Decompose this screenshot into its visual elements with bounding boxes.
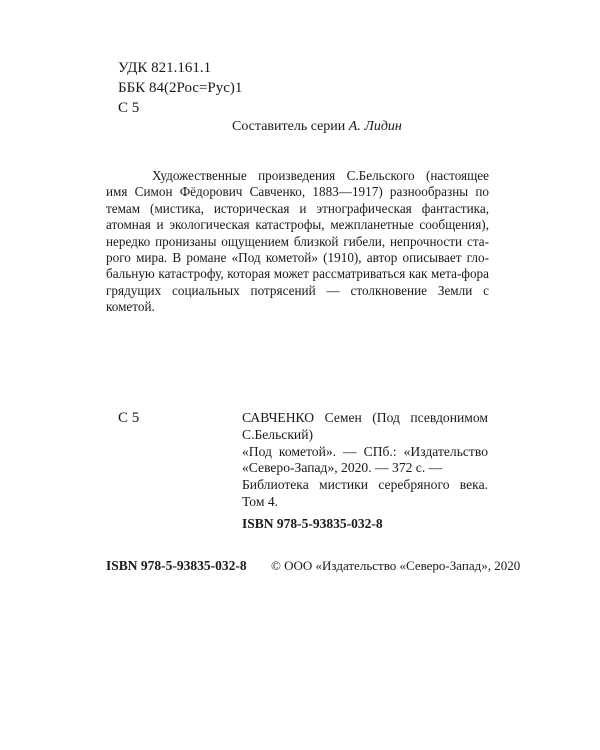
isbn-record: ISBN 978-5-93835-032-8 [242, 516, 383, 531]
annotation-line: нередко пронизаны ощущением близкой гибели, непрочности ста- [106, 233, 489, 249]
bibliographic-author-mark: С 5 [118, 410, 140, 426]
annotation-line: бальную катастрофу, которая может рассматриваться как мета- [106, 266, 462, 282]
annotation-line: рого мира. В романе «Под кометой» (1910), автор описывает гло- [106, 250, 489, 266]
biblio-line: Том 4. [242, 493, 279, 509]
annotation-line: атомная и экологическая катастрофы, межпланетные сообщения), [106, 217, 489, 233]
copyright-notice: © ООО «Издательство «Северо-Запад», 2020 [271, 558, 521, 573]
series-compiler-name: А. Лидин [348, 119, 402, 134]
classification-codes [118, 58, 242, 118]
biblio-line: С.Бельский) [242, 426, 314, 442]
annotation-line: темам (мистика, историческая и этнографическая фантастика, [106, 200, 489, 216]
annotation-line: имя Симон Фёдорович Савченко, 1883—1917) разнообразны по [106, 184, 489, 200]
annotation [106, 168, 489, 316]
series-compiler-label: Составитель серии [232, 119, 346, 134]
annotation-line: кометой. [106, 299, 155, 315]
udk-code: УДК 821.161.1 [118, 60, 212, 76]
author-mark-code: С 5 [118, 100, 140, 116]
biblio-line: Библиотека мистики серебряного века. [242, 477, 488, 493]
bibliographic-record [242, 410, 488, 511]
biblio-line: САВЧЕНКО Семен (Под псевдонимом [242, 410, 488, 425]
biblio-line: «Северо-Запад», 2020. — 372 с. — [242, 460, 443, 476]
biblio-line: «Под кометой». — СПб.: «Издательство [242, 443, 488, 459]
annotation-line: Художественные произведения С.Бельского (настоящее [152, 168, 489, 183]
series-compiler [232, 119, 402, 135]
bbk-code: ББК 84(2Рос=Рус)1 [118, 80, 243, 96]
annotation-line: фора грядущих социальных потрясений — столкновение Земли с [106, 266, 489, 298]
isbn-footer: ISBN 978-5-93835-032-8 [106, 558, 247, 573]
